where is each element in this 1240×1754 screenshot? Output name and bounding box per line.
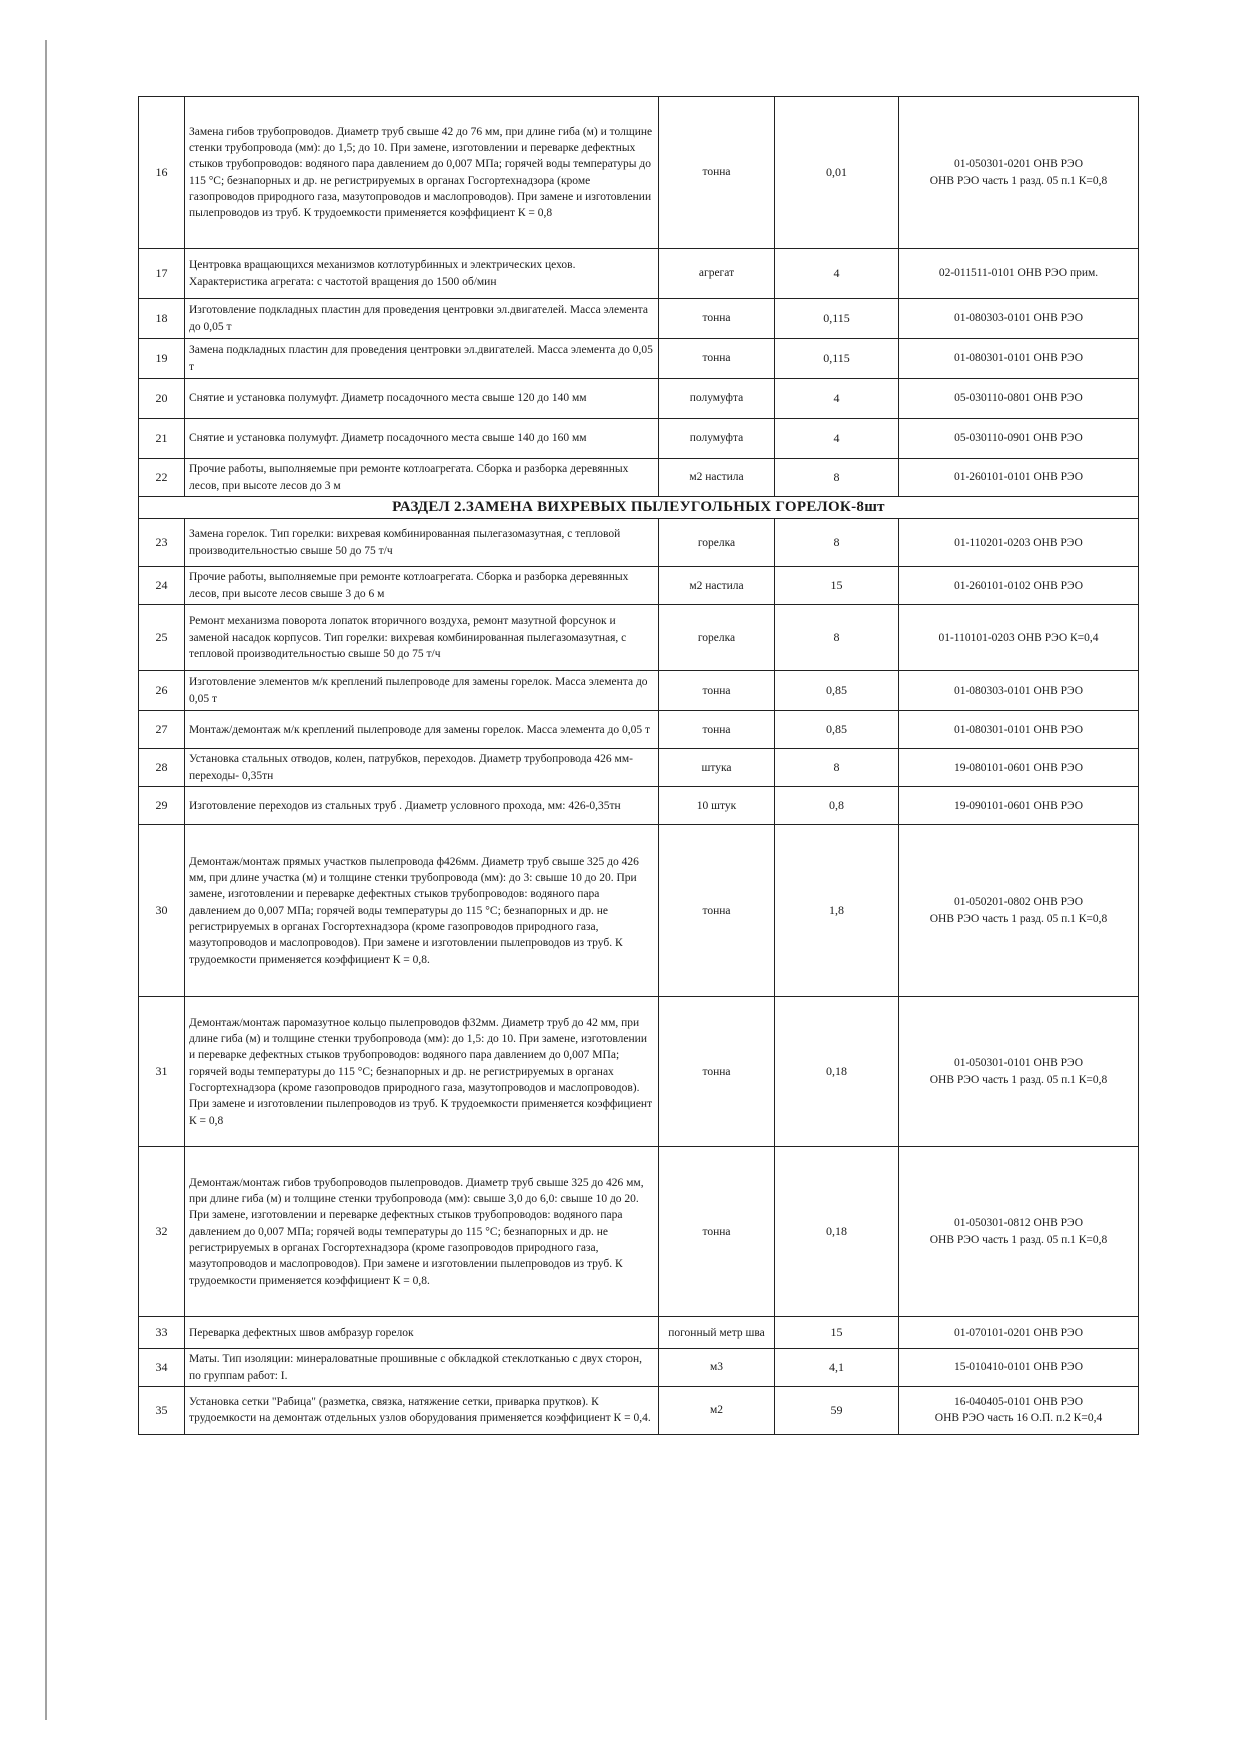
row-norm-code <box>899 997 1139 1147</box>
section-header-row <box>139 497 1139 519</box>
norm-code-primary: 01-110201-0203 ОНВ РЭО <box>954 536 1083 549</box>
row-unit: полумуфта <box>659 379 775 419</box>
row-unit: горелка <box>659 519 775 567</box>
row-quantity: 8 <box>775 459 899 497</box>
row-norm-code <box>899 97 1139 249</box>
table-row <box>139 567 1139 605</box>
row-number: 35 <box>139 1386 185 1434</box>
section-title: РАЗДЕЛ 2.ЗАМЕНА ВИХРЕВЫХ ПЫЛЕУГОЛЬНЫХ ГОРЕЛОК-8шт <box>139 497 1139 519</box>
norm-code-note: ОНВ РЭО часть 16 О.П. п.2 К=0,4 <box>934 1412 1103 1425</box>
norm-code-primary: 01-050301-0101 ОНВ РЭО <box>953 1057 1084 1070</box>
row-norm-code <box>899 379 1139 419</box>
row-quantity: 4 <box>775 419 899 459</box>
row-quantity: 0,85 <box>775 711 899 749</box>
row-description: Установка стальных отводов, колен, патрубков, переходов. Диаметр трубопровода 426 мм- переходы- 0,35тн <box>185 749 659 787</box>
row-norm-code <box>899 1317 1139 1349</box>
table-row <box>139 787 1139 825</box>
row-unit: тонна <box>659 299 775 339</box>
row-description: Демонтаж/монтаж паромазутное кольцо пылепроводов ф32мм. Диаметр труб до 42 мм, при длине гиба (м) и толщине стенки трубопровода (мм): до 1,5: до 10. При замене, изготовлении и переварке дефектных стыков трубопроводов: водяного пара давлением до 0,007 МПа; горячей воды температуры до 115 °С; безнапорных и др. не регистрируемых в органах Госгортехнадзора (кроме газопроводов природного газа, мазутопроводов и маслопроводов). При замене и изготовлении пылепроводов из труб. К трудоемкости применяется коэффициент К = 0,8 <box>185 997 659 1147</box>
row-number: 33 <box>139 1317 185 1349</box>
row-number: 17 <box>139 249 185 299</box>
row-description: Ремонт механизма поворота лопаток вторичного воздуха, ремонт мазутной форсунок и заменой насадок корпусов. Тип горелки: вихревая комбинированная пылегазомазутная, с тепловой производительностью свыше 50 до 75 т/ч <box>185 605 659 671</box>
row-quantity: 8 <box>775 519 899 567</box>
row-description: Изготовление элементов м/к креплений пылепроводе для замены горелок. Масса элемента до 0,05 т <box>185 671 659 711</box>
norm-code-primary: 01-050301-0201 ОНВ РЭО <box>953 158 1084 171</box>
row-quantity: 59 <box>775 1386 899 1434</box>
row-unit: м3 <box>659 1349 775 1387</box>
row-quantity: 0,115 <box>775 299 899 339</box>
norm-code-note: ОНВ РЭО часть 1 разд. 05 п.1 К=0,8 <box>929 1073 1108 1086</box>
row-norm-code <box>899 567 1139 605</box>
row-quantity: 4 <box>775 249 899 299</box>
norm-code-primary: 19-080101-0601 ОНВ РЭО <box>953 761 1084 774</box>
norm-code-primary: 01-260101-0102 ОНВ РЭО <box>953 579 1084 592</box>
norm-code-primary: 05-030110-0901 ОНВ РЭО <box>954 432 1083 445</box>
table-row <box>139 1349 1139 1387</box>
norm-code-primary: 16-040405-0101 ОНВ РЭО <box>953 1396 1084 1409</box>
row-norm-code <box>899 1386 1139 1434</box>
row-unit: тонна <box>659 671 775 711</box>
table-row <box>139 671 1139 711</box>
norm-code-primary: 01-260101-0101 ОНВ РЭО <box>953 471 1084 484</box>
row-number: 32 <box>139 1147 185 1317</box>
row-number: 26 <box>139 671 185 711</box>
table-row <box>139 339 1139 379</box>
row-norm-code <box>899 459 1139 497</box>
row-number: 31 <box>139 997 185 1147</box>
row-description: Изготовление подкладных пластин для проведения центровки эл.двигателей. Масса элемента до 0,05 т <box>185 299 659 339</box>
table-row <box>139 1317 1139 1349</box>
works-table-body-top <box>139 97 1139 497</box>
norm-code-primary: 01-080301-0101 ОНВ РЭО <box>953 352 1084 365</box>
norm-code-primary: 01-050301-0812 ОНВ РЭО <box>953 1217 1084 1230</box>
row-number: 21 <box>139 419 185 459</box>
row-quantity: 15 <box>775 1317 899 1349</box>
row-number: 23 <box>139 519 185 567</box>
row-norm-code <box>899 419 1139 459</box>
table-row <box>139 97 1139 249</box>
norm-code-primary: 02-011511-0101 ОНВ РЭО прим. <box>938 267 1099 280</box>
row-description: Прочие работы, выполняемые при ремонте котлоагрегата. Сборка и разборка деревянных лесов, при высоте лесов свыше 3 до 6 м <box>185 567 659 605</box>
table-row <box>139 459 1139 497</box>
row-unit: штука <box>659 749 775 787</box>
row-norm-code <box>899 519 1139 567</box>
row-description: Центровка вращающихся механизмов котлотурбинных и электрических цехов. Характеристика агрегата: с частотой вращения до 1500 об/мин <box>185 249 659 299</box>
norm-code-primary: 01-050201-0802 ОНВ РЭО <box>953 896 1084 909</box>
row-quantity: 1,8 <box>775 825 899 997</box>
row-norm-code <box>899 787 1139 825</box>
row-unit: тонна <box>659 97 775 249</box>
row-unit: тонна <box>659 997 775 1147</box>
row-unit: тонна <box>659 711 775 749</box>
row-description: Маты. Тип изоляции: минераловатные прошивные с обкладкой стеклотканью с двух сторон, по группам работ: I. <box>185 1349 659 1387</box>
row-description: Снятие и установка полумуфт. Диаметр посадочного места свыше 120 до 140 мм <box>185 379 659 419</box>
row-unit: тонна <box>659 1147 775 1317</box>
row-norm-code <box>899 749 1139 787</box>
table-row <box>139 749 1139 787</box>
row-description: Установка сетки "Рабица" (разметка, связка, натяжение сетки, приварка прутков). К трудоемкости на демонтаж отдельных узлов оборудования применяется коэффициент К = 0,4. <box>185 1386 659 1434</box>
row-description: Прочие работы, выполняемые при ремонте котлоагрегата. Сборка и разборка деревянных лесов, при высоте лесов до 3 м <box>185 459 659 497</box>
table-row <box>139 249 1139 299</box>
row-quantity: 0,8 <box>775 787 899 825</box>
table-row <box>139 711 1139 749</box>
row-norm-code <box>899 605 1139 671</box>
row-number: 19 <box>139 339 185 379</box>
works-table-body-bottom <box>139 519 1139 1435</box>
table-row <box>139 419 1139 459</box>
row-number: 16 <box>139 97 185 249</box>
row-number: 22 <box>139 459 185 497</box>
row-description: Снятие и установка полумуфт. Диаметр посадочного места свыше 140 до 160 мм <box>185 419 659 459</box>
row-unit: полумуфта <box>659 419 775 459</box>
row-unit: горелка <box>659 605 775 671</box>
row-number: 34 <box>139 1349 185 1387</box>
row-quantity: 4 <box>775 379 899 419</box>
row-unit: агрегат <box>659 249 775 299</box>
row-number: 25 <box>139 605 185 671</box>
norm-code-primary: 01-110101-0203 ОНВ РЭО К=0,4 <box>938 631 1099 644</box>
row-unit: м2 <box>659 1386 775 1434</box>
norm-code-primary: 05-030110-0801 ОНВ РЭО <box>954 392 1083 405</box>
row-quantity: 0,18 <box>775 1147 899 1317</box>
row-quantity: 8 <box>775 605 899 671</box>
row-unit: тонна <box>659 339 775 379</box>
row-norm-code <box>899 671 1139 711</box>
row-quantity: 0,18 <box>775 997 899 1147</box>
row-quantity: 0,85 <box>775 671 899 711</box>
table-row <box>139 605 1139 671</box>
table-row <box>139 825 1139 997</box>
norm-code-primary: 01-080303-0101 ОНВ РЭО <box>953 312 1084 325</box>
norm-code-primary: 19-090101-0601 ОНВ РЭО <box>953 799 1084 812</box>
row-norm-code <box>899 339 1139 379</box>
row-unit: погонный метр шва <box>659 1317 775 1349</box>
norm-code-primary: 01-070101-0201 ОНВ РЭО <box>953 1326 1084 1339</box>
row-unit: 10 штук <box>659 787 775 825</box>
row-norm-code <box>899 825 1139 997</box>
row-description: Замена горелок. Тип горелки: вихревая комбинированная пылегазомазутная, с тепловой производительностью свыше 50 до 75 т/ч <box>185 519 659 567</box>
row-description: Изготовление переходов из стальных труб . Диаметр условного прохода, мм: 426-0,35тн <box>185 787 659 825</box>
row-description: Замена подкладных пластин для проведения центровки эл.двигателей. Масса элемента до 0,05 т <box>185 339 659 379</box>
table-row <box>139 379 1139 419</box>
norm-code-note: ОНВ РЭО часть 1 разд. 05 п.1 К=0,8 <box>929 1233 1108 1246</box>
row-quantity: 15 <box>775 567 899 605</box>
row-quantity: 0,115 <box>775 339 899 379</box>
row-number: 24 <box>139 567 185 605</box>
row-quantity: 0,01 <box>775 97 899 249</box>
table-row <box>139 1147 1139 1317</box>
table-row <box>139 519 1139 567</box>
section-header-body <box>139 497 1139 519</box>
norm-code-primary: 01-080301-0101 ОНВ РЭО <box>953 723 1084 736</box>
row-unit: м2 настила <box>659 459 775 497</box>
row-number: 27 <box>139 711 185 749</box>
row-description: Демонтаж/монтаж прямых участков пылепровода ф426мм. Диаметр труб свыше 325 до 426 мм, при длине участка (м) и толщине стенки трубопровода (мм): до 3: свыше 10 до 20. При замене, изготовлении и переварке дефектных стыков трубопроводов: водяного пара давлением до 0,007 МПа; горячей воды температуры до 115 °С; безнапорных и др. не регистрируемых в органах Госгортехнадзора (кроме газопроводов природного газа, мазутопроводов и маслопроводов). При замене и изготовлении пылепроводов из труб. К трудоемкости применяется коэффициент К = 0,8. <box>185 825 659 997</box>
row-unit: м2 настила <box>659 567 775 605</box>
page-edge-line <box>45 40 47 1720</box>
table-row <box>139 997 1139 1147</box>
row-number: 28 <box>139 749 185 787</box>
norm-code-note: ОНВ РЭО часть 1 разд. 05 п.1 К=0,8 <box>929 912 1108 925</box>
row-norm-code <box>899 711 1139 749</box>
row-description: Монтаж/демонтаж м/к креплений пылепроводе для замены горелок. Масса элемента до 0,05 т <box>185 711 659 749</box>
norm-code-primary: 01-080303-0101 ОНВ РЭО <box>953 684 1084 697</box>
row-description: Замена гибов трубопроводов. Диаметр труб свыше 42 до 76 мм, при длине гиба (м) и толщине стенки трубопровода (мм): до 1,5; до 10. При замене, изготовлении и переварке дефектных стыков трубопроводов: водяного пара давлением до 0,007 МПа; горячей воды температуры до 115 °С; безнапорных и др. не регистрируемых в органах Госгортехнадзора (кроме газопроводов природного газа, мазутопроводов и маслопроводов). При замене и изготовлении пылепроводов из труб. К трудоемкости применяется коэффициент К = 0,8 <box>185 97 659 249</box>
table-row <box>139 299 1139 339</box>
works-table <box>138 96 1139 1435</box>
row-description: Демонтаж/монтаж гибов трубопроводов пылепроводов. Диаметр труб свыше 325 до 426 мм, при длине гиба (м) и толщине стенки трубопровода (мм): свыше 3,0 до 6,0: свыше 10 до 20. При замене, изготовлении и переварке дефектных стыков трубопроводов: водяного пара давлением до 0,007 МПа; горячей воды температуры до 115 °С; безнапорных и др. не регистрируемых в органах Госгортехнадзора (кроме газопроводов природного газа, мазутопроводов и маслопроводов). При замене и изготовлении пылепроводов из труб. К трудоемкости применяется коэффициент К = 0,8. <box>185 1147 659 1317</box>
norm-code-note: ОНВ РЭО часть 1 разд. 05 п.1 К=0,8 <box>929 174 1108 187</box>
row-unit: тонна <box>659 825 775 997</box>
row-norm-code <box>899 1349 1139 1387</box>
table-row <box>139 1386 1139 1434</box>
row-quantity: 4,1 <box>775 1349 899 1387</box>
row-norm-code <box>899 1147 1139 1317</box>
row-number: 29 <box>139 787 185 825</box>
norm-code-primary: 15-010410-0101 ОНВ РЭО <box>953 1361 1084 1374</box>
row-norm-code <box>899 299 1139 339</box>
row-quantity: 8 <box>775 749 899 787</box>
row-number: 20 <box>139 379 185 419</box>
row-number: 18 <box>139 299 185 339</box>
row-norm-code <box>899 249 1139 299</box>
row-description: Переварка дефектных швов амбразур горелок <box>185 1317 659 1349</box>
row-number: 30 <box>139 825 185 997</box>
